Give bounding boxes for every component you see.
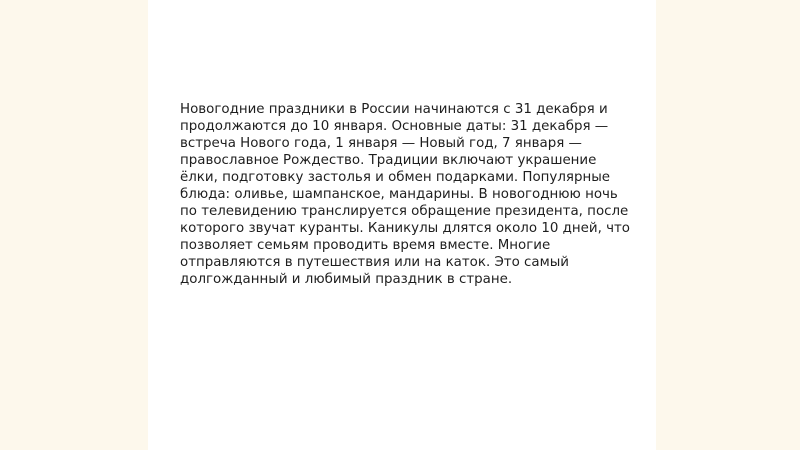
text-line: отправляются в путешествия или на каток. Это самый xyxy=(180,255,570,270)
document-page xyxy=(148,0,656,450)
text-line: позволяет семьям проводить время вместе. Многие xyxy=(180,238,551,253)
text-line: которого звучат куранты. Каникулы длятся около 10 дней, что xyxy=(180,221,630,236)
text-line: по телевидению транслируется обращение президента, после xyxy=(180,204,629,219)
body-paragraph xyxy=(180,101,630,288)
text-line: ёлки, подготовку застолья и обмен подарками. Популярные xyxy=(180,170,611,185)
text-line: блюда: оливье, шампанское, мандарины. В новогоднюю ночь xyxy=(180,187,618,202)
text-line: Новогодние праздники в России начинаются с 31 декабря и xyxy=(180,102,608,117)
text-line: продолжаются до 10 января. Основные даты: 31 декабря — xyxy=(180,119,609,134)
text-line: встреча Нового года, 1 января — Новый год, 7 января — xyxy=(180,136,582,151)
text-line: православное Рождество. Традиции включают украшение xyxy=(180,153,597,168)
text-line: долгожданный и любимый праздник в стране. xyxy=(180,272,513,287)
